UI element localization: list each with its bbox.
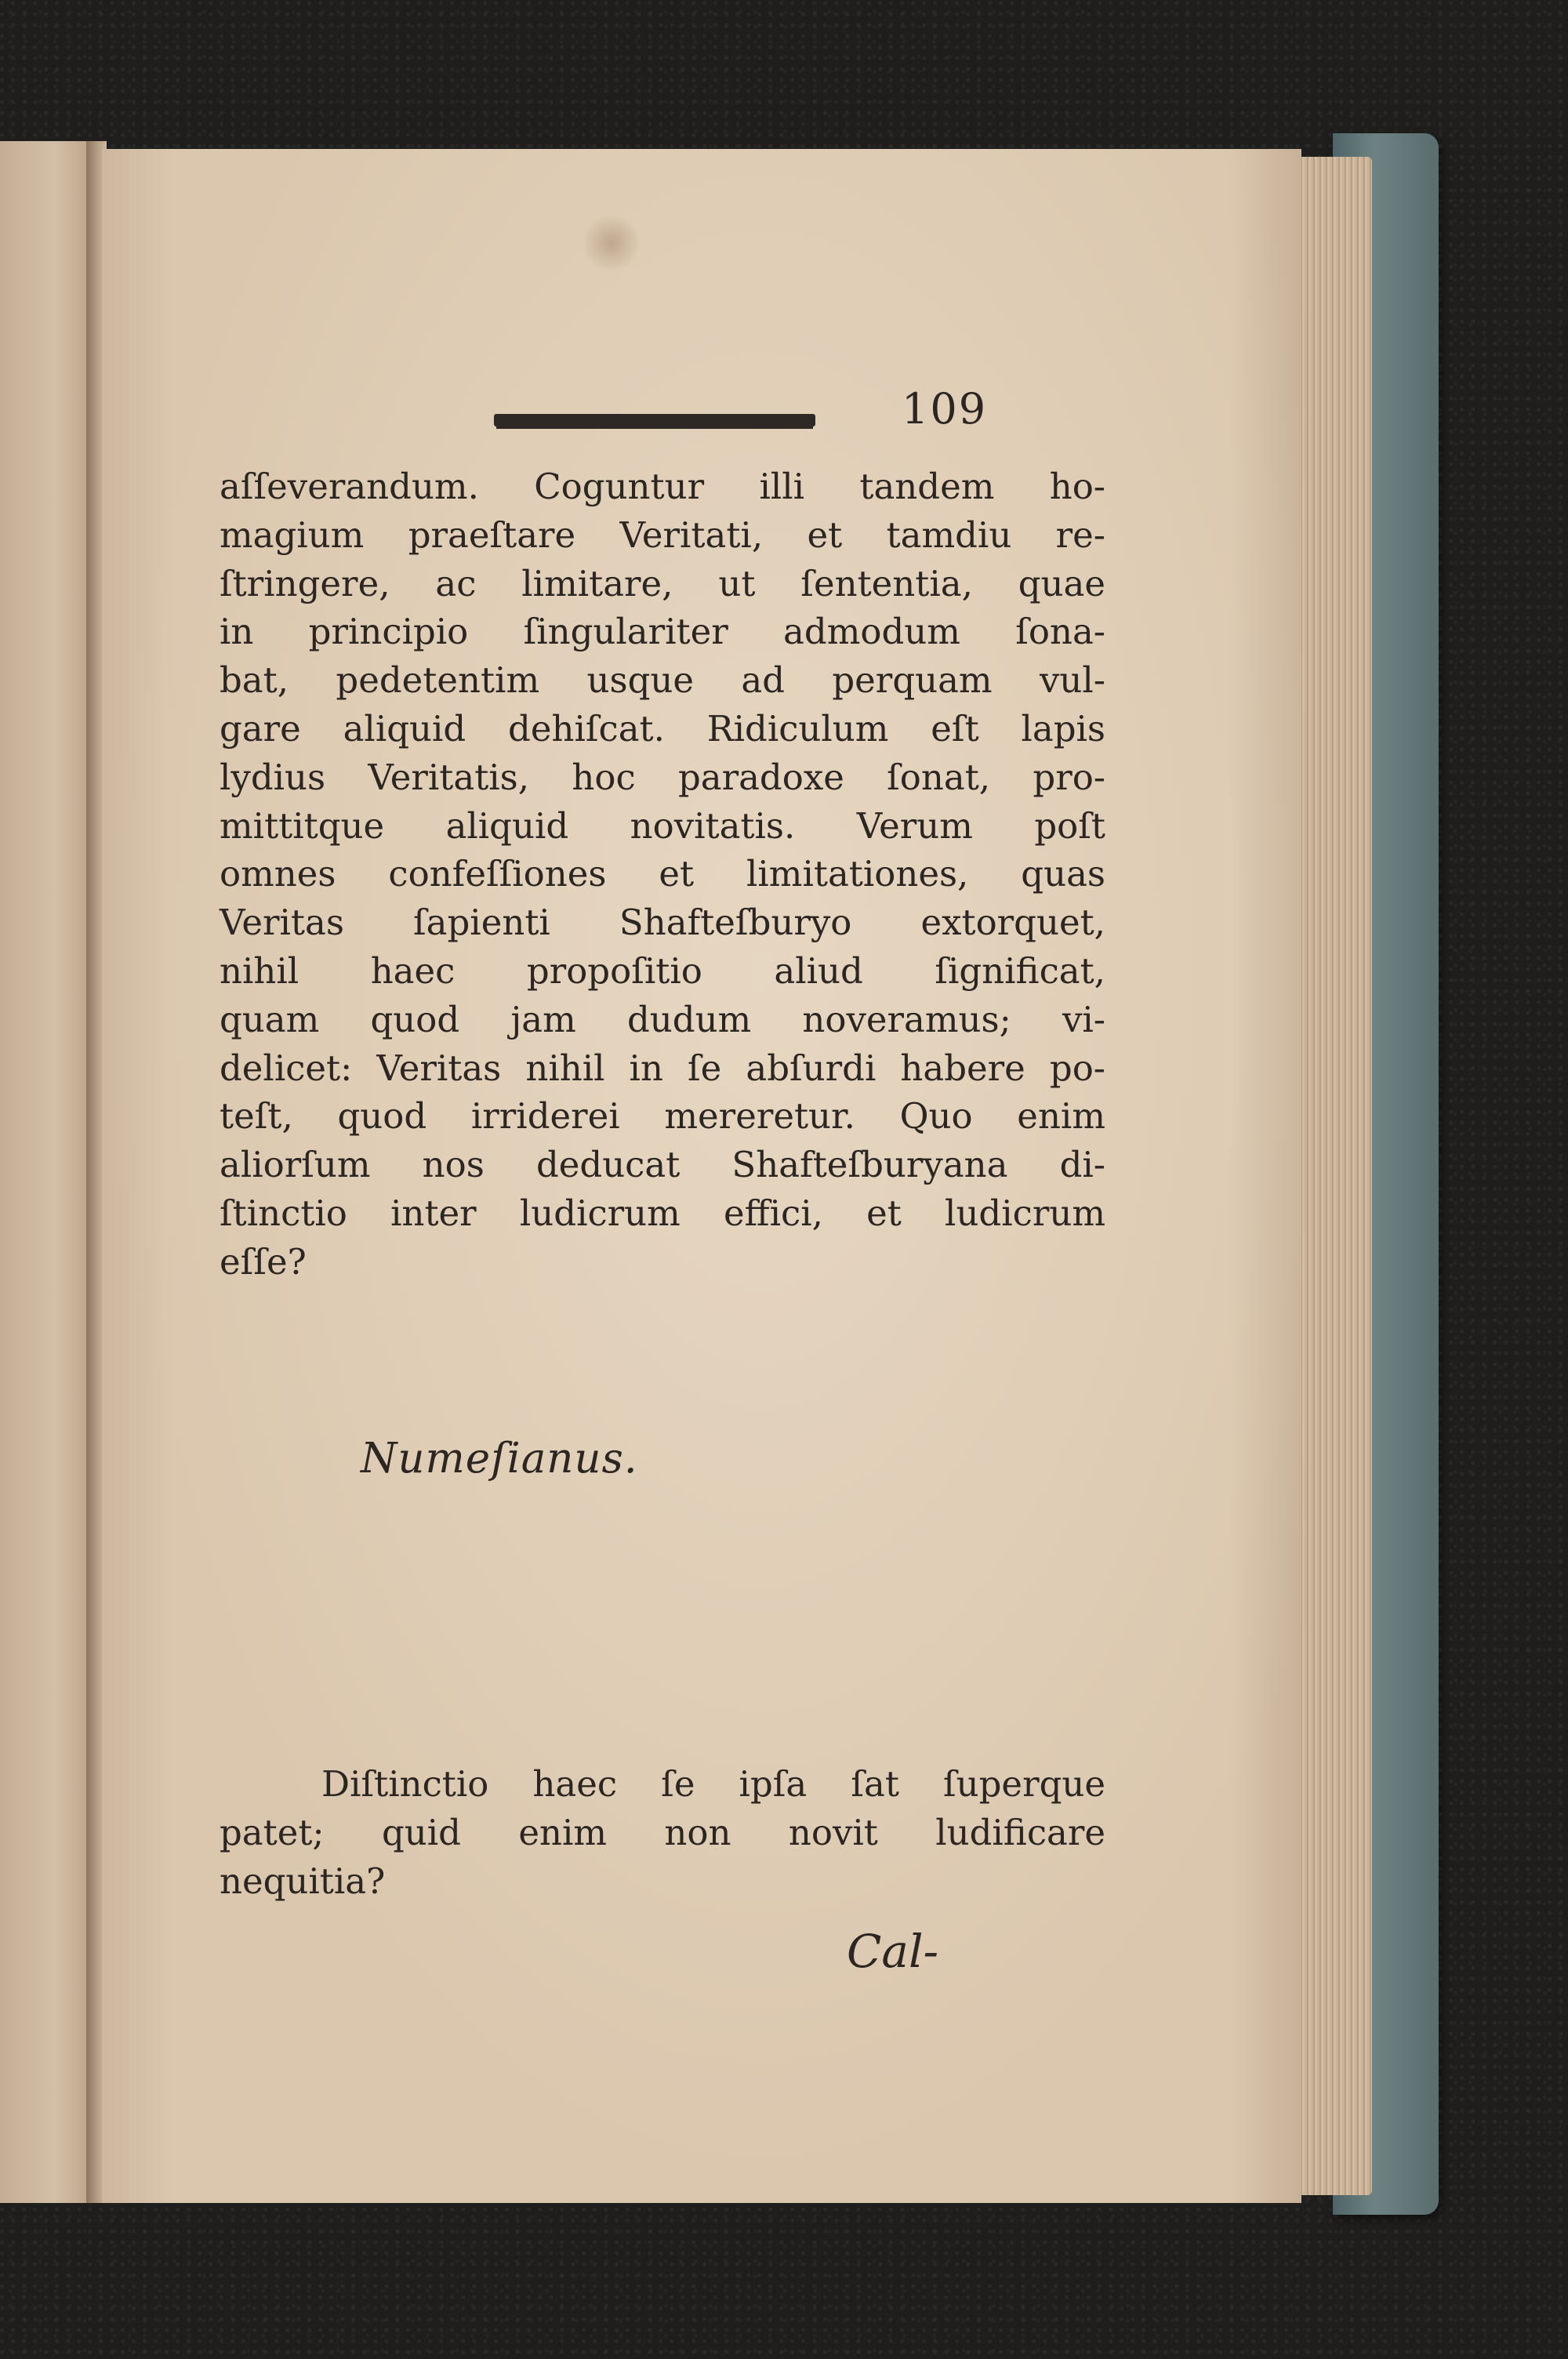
text-line: ſtinctio inter ludicrum effici, et ludicrum [220,1192,1105,1234]
text-line: eſſe? [220,1240,307,1283]
text-line: mittitque aliquid novitatis. Verum poſt [220,804,1105,847]
text-line: quam quod jam dudum noveramus; vi- [220,998,1105,1040]
open-book [0,125,1439,2234]
paper-stain [584,212,639,274]
text-line: gare aliquid dehiſcat. Ridiculum eſt lapis [220,707,1105,749]
text-line: patet; quid enim non novit ludificare [220,1811,1105,1853]
text-line: magium praeſtare Veritati, et tamdiu re- [220,514,1105,556]
header-rule [494,414,815,426]
text-line: ſtringere, ac limitare, ut ſententia, quae [220,562,1105,604]
text-line: omnes confeſſiones et limitationes, quas [220,853,1105,895]
text-line: delicet: Veritas nihil in ſe abſurdi habere po- [220,1047,1105,1089]
left-page-fragment [0,141,93,2203]
main-paragraph [220,463,1105,1287]
right-page [102,149,1301,2203]
text-line: aſſeverandum. Coguntur illi tandem ho- [220,466,1105,507]
text-line: nequitia? [220,1860,386,1902]
catchword: Cal- [847,1925,939,1978]
text-line: lydius Veritatis, hoc paradoxe ſonat, pro- [220,756,1105,798]
page-number: 109 [902,384,988,434]
text-line: aliorſum nos deducat Shafteſburyana di- [220,1144,1105,1186]
text-line: teſt, quod irriderei mereretur. Quo enim [220,1095,1105,1138]
text-line: bat, pedetentim usque ad perquam vul- [220,659,1105,702]
reply-paragraph [220,1760,1105,1905]
text-line: Veritas ſapienti Shafteſburyo extorquet, [220,902,1105,944]
signature: Numeſianus. [361,1435,638,1483]
text-line: in principio ſingulariter admodum ſona- [220,611,1105,653]
text-line: nihil haec propoſitio aliud ſignificat, [220,949,1105,992]
text-line: Diſtinctio haec ſe ipſa ſat ſuperque [321,1763,1105,1805]
